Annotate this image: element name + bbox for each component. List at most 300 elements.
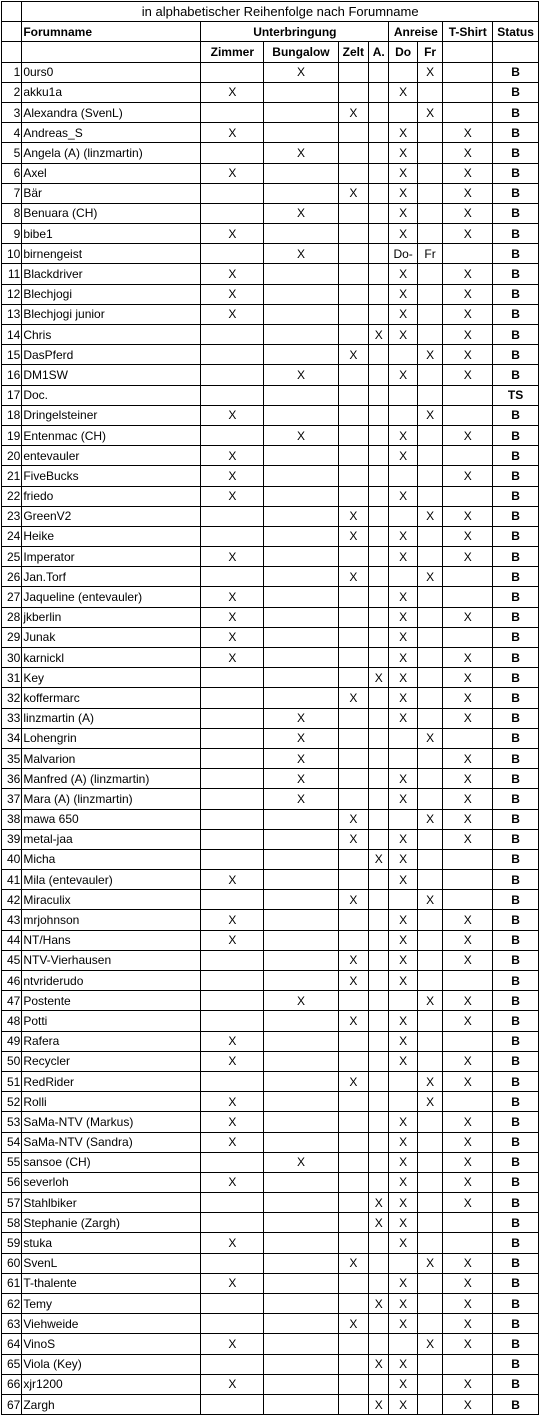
forumname-cell: Lohengrin (22, 728, 201, 748)
row-number: 9 (2, 224, 22, 244)
row-number: 23 (2, 506, 22, 526)
fr-cell (417, 688, 442, 708)
table-row (2, 668, 539, 688)
zelt-cell (338, 1394, 369, 1414)
bungalow-cell (264, 345, 338, 365)
a-cell (369, 183, 389, 203)
do-cell (389, 345, 417, 365)
do-cell: X (389, 1112, 417, 1132)
row-number: 4 (2, 123, 22, 143)
row-number: 2 (2, 82, 22, 102)
forumname-cell: friedo (22, 486, 201, 506)
tshirt-cell: X (443, 304, 493, 324)
zelt-cell (338, 930, 369, 950)
table-row (2, 1334, 539, 1354)
table-row (2, 1071, 539, 1091)
row-number: 60 (2, 1253, 22, 1273)
tshirt-cell: X (443, 1394, 493, 1414)
tshirt-header: T-Shirt (443, 22, 493, 42)
status-cell: B (493, 425, 539, 445)
a-cell (369, 910, 389, 930)
zimmer-cell (201, 769, 264, 789)
tshirt-cell: X (443, 1071, 493, 1091)
forumname-cell: Blechjogi (22, 284, 201, 304)
tshirt-cell: X (443, 466, 493, 486)
fr-cell (417, 668, 442, 688)
forumname-cell: Miraculix (22, 890, 201, 910)
zimmer-cell: X (201, 486, 264, 506)
zelt-cell (338, 668, 369, 688)
a-cell (369, 486, 389, 506)
a-cell (369, 405, 389, 425)
a-cell (369, 425, 389, 445)
status-cell: B (493, 748, 539, 768)
row-number: 3 (2, 102, 22, 122)
zelt-cell (338, 1374, 369, 1394)
do-cell: X (389, 1354, 417, 1374)
tshirt-cell: X (443, 547, 493, 567)
a-cell (369, 1152, 389, 1172)
zimmer-cell: X (201, 910, 264, 930)
do-cell (389, 62, 417, 82)
zimmer-cell (201, 1354, 264, 1374)
zimmer-cell (201, 728, 264, 748)
status-cell: B (493, 1374, 539, 1394)
tshirt-cell: X (443, 1051, 493, 1071)
table-row (2, 789, 539, 809)
header-row-1 (2, 22, 539, 42)
row-number: 21 (2, 466, 22, 486)
zelt-cell (338, 62, 369, 82)
unterbringung-header: Unterbringung (201, 22, 389, 42)
table-row (2, 1374, 539, 1394)
do-cell: X (389, 849, 417, 869)
fr-cell (417, 284, 442, 304)
forumname-cell: jkberlin (22, 607, 201, 627)
tshirt-cell: X (443, 1294, 493, 1314)
row-number: 16 (2, 365, 22, 385)
forumname-cell: metal-jaa (22, 829, 201, 849)
bungalow-cell (264, 526, 338, 546)
forumname-cell: akku1a (22, 82, 201, 102)
forumname-cell: Stephanie (Zargh) (22, 1213, 201, 1233)
tshirt-cell: X (443, 163, 493, 183)
fr-header: Fr (417, 42, 442, 62)
forumname-cell: Recycler (22, 1051, 201, 1071)
a-cell (369, 82, 389, 102)
bungalow-cell (264, 385, 338, 405)
zimmer-cell: X (201, 1172, 264, 1192)
a-cell (369, 890, 389, 910)
zelt-cell (338, 466, 369, 486)
a-cell (369, 547, 389, 567)
a-cell (369, 385, 389, 405)
status-cell: B (493, 264, 539, 284)
fr-cell: X (417, 1092, 442, 1112)
zimmer-cell (201, 506, 264, 526)
zelt-cell (338, 627, 369, 647)
a-cell (369, 284, 389, 304)
forumname-cell: stuka (22, 1233, 201, 1253)
tshirt-cell: X (443, 365, 493, 385)
status-cell: B (493, 365, 539, 385)
fr-cell (417, 748, 442, 768)
row-number: 67 (2, 1394, 22, 1414)
row-number: 48 (2, 1011, 22, 1031)
a-cell (369, 1051, 389, 1071)
forumname-cell: Malvarion (22, 748, 201, 768)
zelt-cell: X (338, 890, 369, 910)
zelt-cell (338, 648, 369, 668)
zimmer-cell (201, 890, 264, 910)
status-cell: B (493, 870, 539, 890)
status-cell: B (493, 1233, 539, 1253)
forumname-cell: Blechjogi junior (22, 304, 201, 324)
table-row (2, 547, 539, 567)
zelt-cell (338, 728, 369, 748)
forumname-cell: Zargh (22, 1394, 201, 1414)
a-cell (369, 123, 389, 143)
a-cell (369, 829, 389, 849)
zimmer-header: Zimmer (201, 42, 264, 62)
do-cell (389, 1092, 417, 1112)
forumname-cell: birnengeist (22, 244, 201, 264)
tshirt-cell: X (443, 688, 493, 708)
tshirt-cell (443, 486, 493, 506)
status-cell: B (493, 1011, 539, 1031)
a-cell (369, 587, 389, 607)
forumname-cell: GreenV2 (22, 506, 201, 526)
bungalow-cell (264, 1213, 338, 1233)
row-number: 55 (2, 1152, 22, 1172)
do-cell: X (389, 668, 417, 688)
a-cell (369, 991, 389, 1011)
row-number: 32 (2, 688, 22, 708)
fr-cell (417, 950, 442, 970)
do-cell (389, 991, 417, 1011)
fr-cell (417, 325, 442, 345)
zimmer-cell (201, 1253, 264, 1273)
zimmer-cell (201, 1394, 264, 1414)
forumname-cell: Andreas_S (22, 123, 201, 143)
a-cell (369, 102, 389, 122)
table-row (2, 466, 539, 486)
bungalow-cell (264, 607, 338, 627)
a-cell (369, 143, 389, 163)
row-number: 62 (2, 1294, 22, 1314)
fr-cell (417, 1172, 442, 1192)
status-cell: B (493, 627, 539, 647)
row-number: 66 (2, 1374, 22, 1394)
tshirt-cell (443, 82, 493, 102)
zelt-cell: X (338, 829, 369, 849)
fr-cell (417, 304, 442, 324)
do-cell: X (389, 486, 417, 506)
zimmer-cell (201, 789, 264, 809)
zelt-cell (338, 82, 369, 102)
do-cell: X (389, 708, 417, 728)
forumname-cell: Manfred (A) (linzmartin) (22, 769, 201, 789)
zimmer-cell: X (201, 1132, 264, 1152)
bungalow-cell (264, 809, 338, 829)
fr-cell (417, 587, 442, 607)
bungalow-cell (264, 950, 338, 970)
zelt-cell: X (338, 506, 369, 526)
zelt-cell (338, 1112, 369, 1132)
row-number: 45 (2, 950, 22, 970)
a-cell (369, 971, 389, 991)
fr-cell (417, 607, 442, 627)
forumname-cell: SaMa-NTV (Sandra) (22, 1132, 201, 1152)
fr-cell (417, 789, 442, 809)
tshirt-cell: X (443, 1112, 493, 1132)
table-row (2, 1031, 539, 1051)
do-cell: X (389, 224, 417, 244)
status-cell: B (493, 506, 539, 526)
table-row (2, 82, 539, 102)
participants-table (1, 1, 539, 1415)
bungalow-cell: X (264, 728, 338, 748)
fr-cell (417, 224, 442, 244)
table-row (2, 1394, 539, 1414)
do-cell (389, 890, 417, 910)
a-cell (369, 244, 389, 264)
status-header: Status (493, 22, 539, 42)
zimmer-cell (201, 1314, 264, 1334)
table-row (2, 123, 539, 143)
status-cell: B (493, 203, 539, 223)
row-number: 30 (2, 648, 22, 668)
row-number: 35 (2, 748, 22, 768)
fr-cell (417, 123, 442, 143)
status-cell: B (493, 1394, 539, 1414)
a-cell: X (369, 325, 389, 345)
zelt-cell (338, 1172, 369, 1192)
a-cell (369, 203, 389, 223)
a-cell: X (369, 1193, 389, 1213)
fr-cell (417, 1011, 442, 1031)
status-cell: B (493, 1253, 539, 1273)
do-cell: X (389, 688, 417, 708)
bungalow-cell (264, 224, 338, 244)
zimmer-cell (201, 971, 264, 991)
status-cell: B (493, 1273, 539, 1293)
do-cell: X (389, 950, 417, 970)
status-cell: B (493, 345, 539, 365)
do-cell: X (389, 425, 417, 445)
status-cell: B (493, 163, 539, 183)
fr-cell (417, 829, 442, 849)
row-number: 44 (2, 930, 22, 950)
table-row (2, 1233, 539, 1253)
table-row (2, 1152, 539, 1172)
zimmer-cell: X (201, 1092, 264, 1112)
bungalow-cell: X (264, 748, 338, 768)
bungalow-cell: X (264, 143, 338, 163)
do-cell: X (389, 547, 417, 567)
zimmer-cell (201, 567, 264, 587)
bungalow-cell (264, 648, 338, 668)
a-cell (369, 304, 389, 324)
do-cell: X (389, 1294, 417, 1314)
do-cell: X (389, 1213, 417, 1233)
table-row (2, 62, 539, 82)
table-row (2, 829, 539, 849)
forumname-cell: VinoS (22, 1334, 201, 1354)
row-number: 38 (2, 809, 22, 829)
table-row (2, 870, 539, 890)
do-cell: X (389, 1031, 417, 1051)
a-cell (369, 1374, 389, 1394)
zimmer-cell (201, 365, 264, 385)
a-cell: X (369, 1354, 389, 1374)
fr-cell (417, 486, 442, 506)
status-cell: B (493, 446, 539, 466)
zimmer-cell (201, 668, 264, 688)
a-cell (369, 930, 389, 950)
do-cell: X (389, 648, 417, 668)
a-cell (369, 224, 389, 244)
status-cell: B (493, 1051, 539, 1071)
do-cell: X (389, 607, 417, 627)
tshirt-cell: X (443, 183, 493, 203)
do-cell (389, 809, 417, 829)
zimmer-cell (201, 1213, 264, 1233)
forumname-cell: Viehweide (22, 1314, 201, 1334)
status-cell: B (493, 82, 539, 102)
header-row-2 (2, 42, 539, 62)
table-row (2, 728, 539, 748)
tshirt-cell: X (443, 748, 493, 768)
fr-cell: X (417, 809, 442, 829)
do-cell: X (389, 163, 417, 183)
table-row (2, 1092, 539, 1112)
tshirt-cell: X (443, 910, 493, 930)
zimmer-cell (201, 829, 264, 849)
zelt-cell: X (338, 688, 369, 708)
forumname-cell: Key (22, 668, 201, 688)
do-cell: X (389, 304, 417, 324)
zelt-cell: X (338, 1011, 369, 1031)
forumname-cell: karnickl (22, 648, 201, 668)
table-row (2, 425, 539, 445)
fr-cell: X (417, 102, 442, 122)
table-row (2, 102, 539, 122)
a-cell (369, 1253, 389, 1273)
zelt-cell (338, 607, 369, 627)
table-row (2, 748, 539, 768)
status-cell: B (493, 224, 539, 244)
row-number: 42 (2, 890, 22, 910)
forumname-cell: Temy (22, 1294, 201, 1314)
do-cell (389, 1253, 417, 1273)
zimmer-cell: X (201, 648, 264, 668)
forumname-cell: Alexandra (SvenL) (22, 102, 201, 122)
fr-cell: X (417, 728, 442, 748)
forumname-cell: Micha (22, 849, 201, 869)
zimmer-cell (201, 345, 264, 365)
bungalow-cell (264, 829, 338, 849)
do-cell: X (389, 870, 417, 890)
bungalow-cell (264, 1112, 338, 1132)
a-cell (369, 708, 389, 728)
status-cell: B (493, 1193, 539, 1213)
bungalow-cell (264, 82, 338, 102)
fr-cell: X (417, 62, 442, 82)
table-row (2, 244, 539, 264)
status-cell: B (493, 971, 539, 991)
status-cell: B (493, 910, 539, 930)
status-cell: B (493, 1092, 539, 1112)
zelt-cell (338, 870, 369, 890)
zimmer-cell: X (201, 163, 264, 183)
table-row (2, 1354, 539, 1374)
zimmer-cell: X (201, 446, 264, 466)
a-cell: X (369, 1394, 389, 1414)
forumname-cell: bibe1 (22, 224, 201, 244)
table-row (2, 950, 539, 970)
bungalow-cell: X (264, 425, 338, 445)
row-number: 29 (2, 627, 22, 647)
tshirt-cell: X (443, 648, 493, 668)
a-cell (369, 648, 389, 668)
row-number: 20 (2, 446, 22, 466)
fr-cell (417, 627, 442, 647)
forumname-cell: Chris (22, 325, 201, 345)
a-cell (369, 264, 389, 284)
a-cell (369, 627, 389, 647)
status-cell: B (493, 143, 539, 163)
fr-cell (417, 446, 442, 466)
bungalow-cell (264, 910, 338, 930)
fr-cell (417, 648, 442, 668)
table-row (2, 345, 539, 365)
bungalow-cell (264, 567, 338, 587)
zimmer-cell: X (201, 82, 264, 102)
forumname-cell: RedRider (22, 1071, 201, 1091)
table-row (2, 567, 539, 587)
status-cell: B (493, 1112, 539, 1132)
bungalow-cell (264, 1233, 338, 1253)
do-cell: X (389, 1273, 417, 1293)
table-row (2, 1193, 539, 1213)
row-number: 27 (2, 587, 22, 607)
fr-cell (417, 930, 442, 950)
do-cell (389, 405, 417, 425)
tshirt-cell: X (443, 506, 493, 526)
table-row (2, 284, 539, 304)
do-cell (389, 748, 417, 768)
row-number: 63 (2, 1314, 22, 1334)
zimmer-cell: X (201, 547, 264, 567)
do-cell: X (389, 1394, 417, 1414)
do-cell: X (389, 365, 417, 385)
a-cell (369, 607, 389, 627)
do-cell: X (389, 1051, 417, 1071)
fr-cell: Fr (417, 244, 442, 264)
bungalow-cell (264, 284, 338, 304)
zelt-cell: X (338, 950, 369, 970)
tshirt-cell: X (443, 284, 493, 304)
fr-cell (417, 1354, 442, 1374)
zimmer-cell: X (201, 304, 264, 324)
a-cell: X (369, 668, 389, 688)
zelt-cell (338, 1294, 369, 1314)
status-cell: B (493, 244, 539, 264)
zelt-cell (338, 385, 369, 405)
a-cell (369, 466, 389, 486)
table-row (2, 325, 539, 345)
